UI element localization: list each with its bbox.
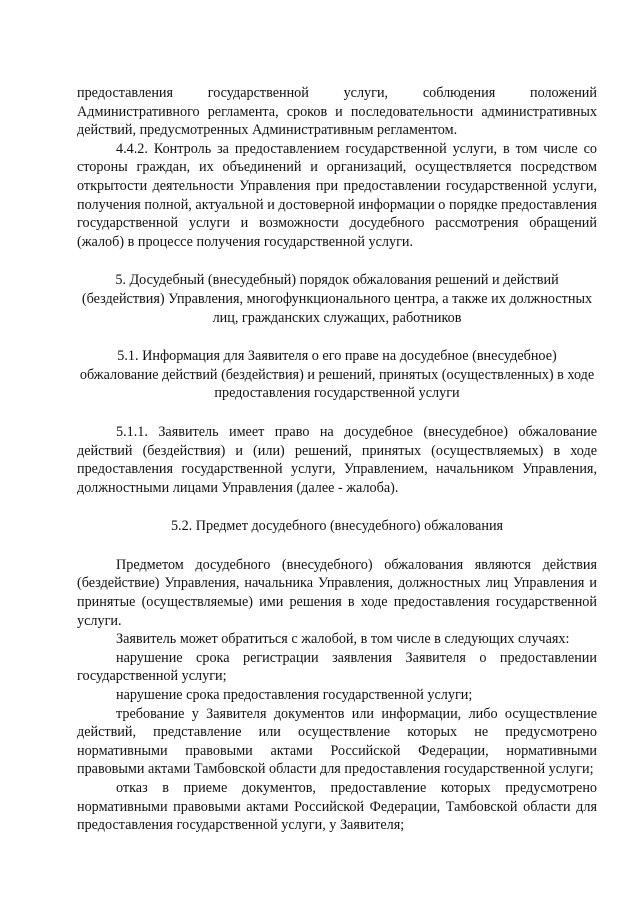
- paragraph-5-2-cases-intro: Заявитель может обратиться с жалобой, в том числе в следующих случаях:: [116, 631, 570, 648]
- paragraph-5-2-subject: Предметом досудебного (внесудебного) обжалования являются действия (бездействие) Управления, начальника Управления, должностных лиц Управления и принятые (осуществляемые) ими решения в ходе предоставления государственной услуги.: [77, 556, 597, 629]
- section-5-heading: 5. Досудебный (внесудебный) порядок обжалования решений и действий (бездействия) Управления, многофункционального центра, а также их должностных лиц, гражданских служащих, работников: [81, 272, 593, 326]
- list-item-document-requirement: требование у Заявителя документов или информации, либо осуществление действий, представление или осуществление которых не предусмотрено нормативными правовыми актами Российской Федерации, нормативными правовыми актами Тамбовской области для предоставления государственной услуги;: [77, 705, 597, 778]
- paragraph-5-1-1: 5.1.1. Заявитель имеет право на досудебное (внесудебное) обжалование действий (бездействия) и (или) решений, принятых (осуществляемых) в ходе предоставления государственной услуги, Управлением, начальником Управления, должностными лицами Управления (далее - жалоба).: [77, 423, 597, 496]
- section-5-2-heading: 5.2. Предмет досудебного (внесудебного) обжалования: [170, 518, 504, 535]
- section-5-1-heading: 5.1. Информация для Заявителя о его праве на досудебное (внесудебное) обжалование действий (бездействия) и решений, принятых (осуществленных) в ходе предоставления государственной услуги: [79, 348, 595, 402]
- list-item-term-violation: нарушение срока предоставления государственной услуги;: [116, 687, 473, 704]
- paragraph-continuation: предоставления государственной услуги, соблюдения положений Административного регламента, сроков и последовательности административных действий, предусмотренных Административным регламентом.: [77, 85, 597, 139]
- paragraph-4-4-2: 4.4.2. Контроль за предоставлением государственной услуги, в том числе со стороны граждан, их объединений и организаций, осуществляется посредством открытости деятельности Управления при предоставлении государственной услуги, получения полной, актуальной и достоверной информации о порядке предоставления государственной услуги и возможности досудебного рассмотрения обращений (жалоб) в процессе получения государственной услуги.: [77, 140, 597, 250]
- document-page: [77, 84, 597, 835]
- list-item-refusal: отказ в приеме документов, предоставление которых предусмотрено нормативными правовыми актами Российской Федерации, Тамбовской области для предоставления государственной услуги, у Заявителя;: [77, 780, 597, 834]
- list-item-registration-violation: нарушение срока регистрации заявления Заявителя о предоставлении государственной услуги;: [77, 649, 597, 685]
